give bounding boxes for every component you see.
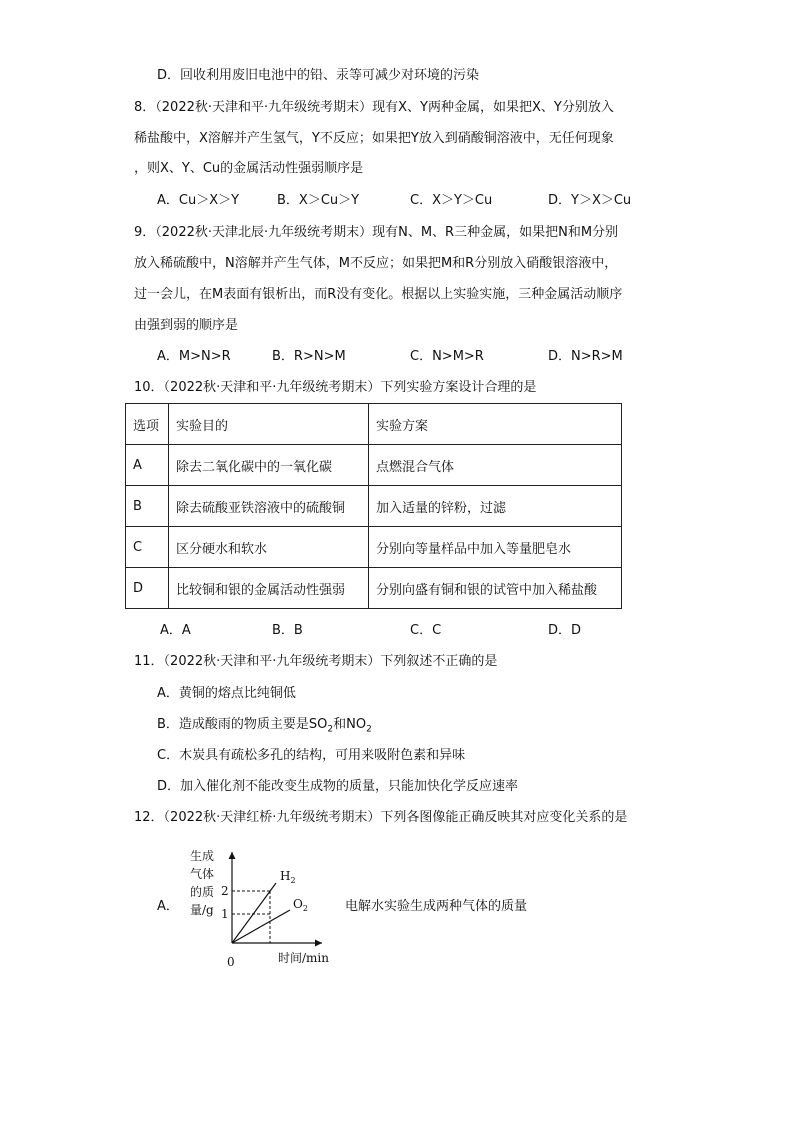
table-cell: 除去硫酸亚铁溶液中的硫酸铜 [169,486,369,527]
y-axis-label-line: 的质 [190,885,215,899]
q12-stem: 12．（2022秋·天津红桥·九年级统考期末）下列各图像能正确反映其对应变化关系的是 [134,810,628,825]
q11-stem: 11．（2022秋·天津和平·九年级统考期末）下列叙述不正确的是 [134,654,498,669]
table-cell: 比较铜和银的金属活动性强弱 [169,568,369,609]
y-axis-label-line: 气体 [190,867,215,881]
table-cell: 加入适量的锌粉，过滤 [369,486,622,527]
y-tick-label: 2 [221,884,229,898]
q9-option-a: A．M>N>R [157,349,231,364]
y-axis-label-line: 生成 [190,849,215,863]
table-header-row [126,404,622,445]
h2-series-label: $H_2$ [280,869,296,885]
q9-option-c: C．N>M>R [410,349,484,364]
q10-option-d: D．D [548,623,582,638]
q11-option-b: B．造成酸雨的物质主要是$SO_2$和$NO_2$ [157,717,372,735]
q12-option-a-description: 电解水实验生成两种气体的质量 [345,899,528,914]
q11-option-c: C．木炭具有疏松多孔的结构，可用来吸附色素和异味 [157,748,466,763]
table-row [126,486,622,527]
y-axis-label-line: 量/g [190,903,214,917]
q11-option-d: D．加入催化剂不能改变生成物的质量，只能加快化学反应速率 [157,779,519,794]
q8-stem-line2: 稀盐酸中，X溶解并产生氢气，Y不反应；如果把Y放入到硝酸铜溶液中，无任何现象 [134,131,614,146]
q9-stem-line1: 9．（2022秋·天津北辰·九年级统考期末）现有N、M、R三种金属，如果把N和M分别 [134,225,619,240]
table-cell: A [126,445,169,486]
table-cell: 分别向盛有铜和银的试管中加入稀盐酸 [369,568,622,609]
table-cell: 点燃混合气体 [369,445,622,486]
o2-series-line [232,910,290,943]
table-header-cell: 选项 [126,404,169,445]
table-cell: C [126,527,169,568]
q10-option-c: C．C [410,623,442,638]
o2-series-label: $O_2$ [293,897,308,913]
x-axis-label: 时间/min [278,951,329,965]
q9-option-d: D．N>R>M [548,349,623,364]
q12-option-a-label: A． [157,899,179,914]
q8-stem-line1: 8．（2022秋·天津和平·九年级统考期末）现有X、Y两种金属，如果把X、Y分别放入 [134,100,614,115]
q8-option-d: D．Y＞X＞Cu [548,193,632,208]
experiment-table [125,403,622,609]
q8-option-a: A．Cu＞X＞Y [157,193,240,208]
table-header-cell: 实验方案 [369,404,622,445]
table-row [126,445,622,486]
q9-stem-line2: 放入稀硫酸中，N溶解并产生气体，M不反应；如果把M和R分别放入硝酸银溶液中， [134,256,618,271]
q9-option-b: B．R>N>M [272,349,346,364]
y-tick-label: 1 [221,907,229,921]
q9-stem-line3: 过一会儿，在M表面有银析出，而R没有变化。根据以上实验实施，三种金属活动顺序 [134,287,623,302]
table-cell: D [126,568,169,609]
origin-label: 0 [227,955,235,969]
q10-option-b: B．B [272,623,303,638]
q8-option-b: B．X＞Cu＞Y [277,193,360,208]
table-row [126,527,622,568]
q10-option-a: A．A [160,623,191,638]
q8-option-c: C．X＞Y＞Cu [410,193,493,208]
electrolysis-mass-graph [180,840,350,970]
q8-stem-line3: ，则X、Y、Cu的金属活动性强弱顺序是 [134,161,364,176]
table-row [126,568,622,609]
h2-series-line [232,883,276,943]
q11-option-a: A．黄铜的熔点比纯铜低 [157,686,296,701]
q9-stem-line4: 由强到弱的顺序是 [134,318,239,333]
table-cell: B [126,486,169,527]
q10-stem: 10．（2022秋·天津和平·九年级统考期末）下列实验方案设计合理的是 [134,380,537,395]
table-header-cell: 实验目的 [169,404,369,445]
table-cell: 区分硬水和软水 [169,527,369,568]
table-cell: 分别向等量样品中加入等量肥皂水 [369,527,622,568]
q7-option-d: D．回收利用废旧电池中的铅、汞等可减少对环境的污染 [157,68,480,83]
table-cell: 除去二氧化碳中的一氧化碳 [169,445,369,486]
